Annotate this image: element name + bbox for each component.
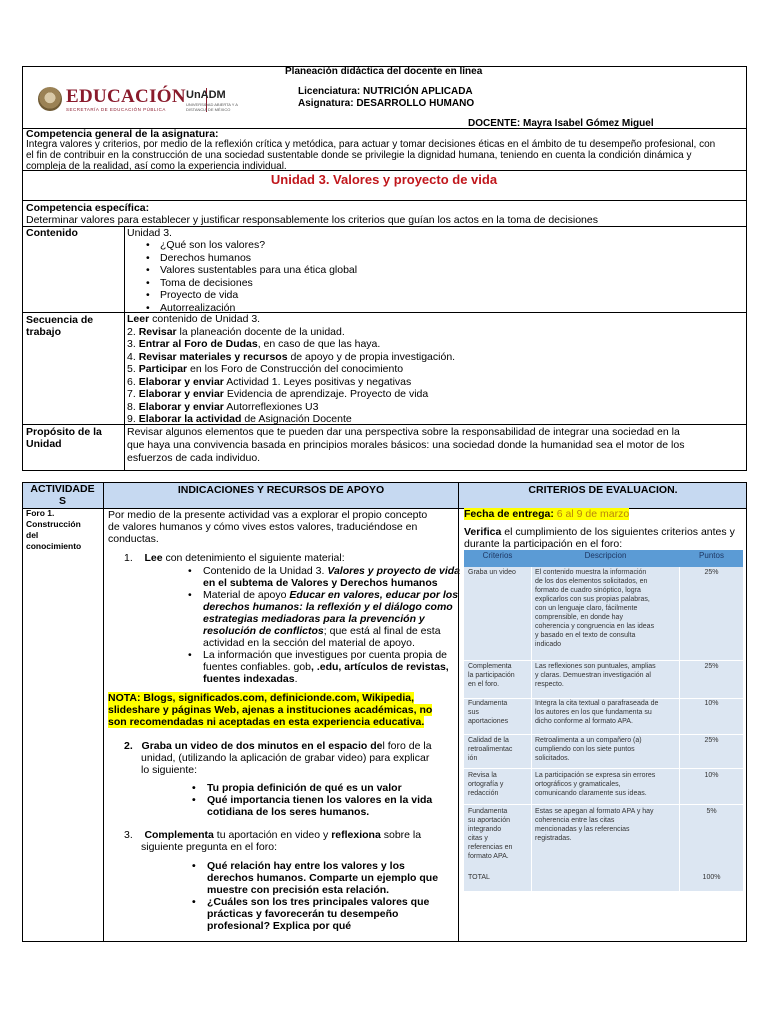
criteria-desc: respecto. xyxy=(535,681,564,688)
bullet-line: cotidiana de los seres humanos. xyxy=(207,806,370,818)
contenido-unit: Unidad 3. xyxy=(127,227,172,239)
step-text: tu aportación en video y xyxy=(213,829,332,841)
criteria-desc: y claras. Demuestran investigación al xyxy=(535,672,651,679)
criteria-points: 25% xyxy=(704,737,719,744)
foro-label: conocimiento xyxy=(26,541,82,551)
criteria-col-header: Criterios xyxy=(482,551,513,560)
step-bold: Graba un video de dos minutos en el espacio de xyxy=(141,740,383,752)
unadm-logo: UnADM xyxy=(186,89,226,101)
step-bold: Elaborar y enviar xyxy=(138,375,224,388)
step-text: de apoyo y de propia investigación. xyxy=(287,350,456,363)
intro-line: de valores humanos y cómo vives estos valores, traduciéndose en xyxy=(108,521,418,533)
col-header-actividades: S xyxy=(58,495,66,507)
foro-label: Foro 1. xyxy=(26,508,55,518)
bullet-dot: • xyxy=(192,794,196,806)
nota-line xyxy=(108,716,424,729)
criteria-col-header: Descripcion xyxy=(584,551,627,560)
nota-line xyxy=(108,704,432,717)
col-header-actividades: ACTIVIDADE xyxy=(30,483,95,495)
bullet-line: Qué importancia tienen los valores en la vida xyxy=(207,794,433,806)
criteria-points: 5% xyxy=(706,808,717,815)
criteria-cell: redacción xyxy=(468,790,499,797)
criteria-cell: referencias en xyxy=(468,844,513,851)
col-header-criterios: CRITERIOS DE EVALUACION. xyxy=(528,484,678,496)
text: resolución de conflictos xyxy=(203,625,324,637)
licenciatura: Licenciatura: NUTRICIÓN APLICADA xyxy=(298,86,473,97)
criteria-row-divider xyxy=(464,768,743,769)
step-num: 7. xyxy=(127,388,139,400)
step-num: 1. xyxy=(124,552,133,564)
bullet-line: derechos humanos: la reflexión y el diálogo como xyxy=(203,601,453,613)
criteria-cell: Fundamenta xyxy=(468,700,508,707)
bullet-line: estrategias mediadoras para la prevención y xyxy=(203,613,425,625)
step-text: l foro de la xyxy=(382,740,432,752)
bullet-dot: • xyxy=(188,589,192,601)
step-num: 8. xyxy=(127,400,139,413)
step-text: con detenimiento el siguiente material: xyxy=(162,552,345,564)
step3 xyxy=(124,829,421,842)
criteria-cell: Revisa la xyxy=(468,772,497,779)
step-text: sobre la xyxy=(380,829,422,841)
bullet-dot: • xyxy=(192,860,196,872)
text: son recomendadas ni aceptadas en esta experiencia educativa. xyxy=(108,716,425,728)
criteria-cell: Complementa xyxy=(468,663,512,670)
fecha-label: Fecha de entrega: xyxy=(464,508,554,520)
criteria-desc: indicado xyxy=(535,641,562,648)
text: Valores y proyecto de vida xyxy=(327,565,461,577)
step-text: Actividad 1. Leyes positivas y negativas xyxy=(223,375,412,388)
criteria-col-divider xyxy=(531,567,532,891)
criteria-cell: retroalimentac xyxy=(468,746,513,753)
criteria-desc: Integra la cita textual o parafraseada de xyxy=(535,700,659,707)
bullet-line: Tu propia definición de qué es un valor xyxy=(207,782,402,794)
criteria-points: 25% xyxy=(704,569,719,576)
criteria-desc: solicitados. xyxy=(535,755,570,762)
text: slideshare y páginas Web, ajenas a instituciones académicas, no xyxy=(108,704,433,716)
criteria-desc: coherencia y congruencia en las ideas xyxy=(535,623,655,630)
verifica-line: durante la participación en el foro: xyxy=(464,538,623,550)
text: Educar en valores, educar por los xyxy=(289,589,459,601)
step xyxy=(127,388,727,401)
proposito-label: Unidad xyxy=(26,438,62,450)
proposito-label: Propósito de la xyxy=(26,426,102,438)
text: Material de apoyo xyxy=(203,589,290,601)
step2-line: unidad, (utilizando la aplicación de grabar video) para explicar xyxy=(141,752,430,764)
step-text: Autorreflexiones U3 xyxy=(223,400,319,413)
criteria-col-divider xyxy=(679,567,680,891)
step-bold: Elaborar la actividad xyxy=(138,413,242,425)
text: el cumplimiento de los siguientes criterios antes y xyxy=(501,526,735,538)
criteria-desc: con un lenguaje claro, fácilmente xyxy=(535,605,638,612)
criteria-desc: Retroalimenta a un compañero (a) xyxy=(535,737,642,744)
bullet-dot: • xyxy=(192,896,196,908)
criteria-cell: ortografía y xyxy=(468,781,504,788)
bullet-line xyxy=(203,625,441,638)
list-item: • Proyecto de vida xyxy=(146,289,546,302)
text: , .edu, artículos de revistas, xyxy=(311,661,449,673)
step-bold: Lee xyxy=(144,552,163,564)
bullet-line: Qué relación hay entre los valores y los xyxy=(207,860,405,872)
mexico-seal-icon xyxy=(38,87,62,111)
step2-line: lo siguiente: xyxy=(141,764,198,776)
criteria-cell: su aportación xyxy=(468,817,511,824)
column-divider xyxy=(124,226,125,471)
proposito-line: esfuerzos de cada individuo. xyxy=(127,452,261,464)
step-bold: Leer xyxy=(127,313,150,325)
page-title: Planeación didáctica del docente en línea xyxy=(285,66,483,77)
proposito-line: Revisar algunos elementos que te pueden dar una perspectiva sobre la responsabilidad de integrar una sociedad en la xyxy=(127,426,680,438)
step xyxy=(127,363,727,376)
unit-title: Unidad 3. Valores y proyecto de vida xyxy=(270,172,498,187)
competencia-general-label: Competencia general de la asignatura: xyxy=(26,128,219,140)
divider xyxy=(22,200,747,201)
step xyxy=(127,338,727,351)
divider xyxy=(22,424,747,425)
criteria-desc: y basado en el texto de consulta xyxy=(535,632,636,639)
bullet-line: muestre con precisión esta relación. xyxy=(207,884,390,896)
text: . xyxy=(294,673,298,685)
bullet-line xyxy=(203,589,458,602)
criteria-desc: los autores en los que fundamenta su xyxy=(535,709,652,716)
step-num: 5. xyxy=(127,363,139,375)
criteria-cell: la participación xyxy=(468,672,515,679)
col-header-indicaciones: INDICACIONES Y RECURSOS DE APOYO xyxy=(177,484,385,496)
criteria-cell: Graba un video xyxy=(468,569,516,576)
column-divider xyxy=(103,482,104,942)
criteria-desc: Estas se apegan al formato APA y hay xyxy=(535,808,654,815)
logo-education-subtext: SECRETARÍA DE EDUCACIÓN PÚBLICA xyxy=(66,107,166,112)
step-bold: Revisar materiales y recursos xyxy=(138,350,288,363)
nota-line xyxy=(108,692,414,705)
fecha-value: 6 al 9 de marzo xyxy=(553,508,630,520)
step-bold: Elaborar y enviar xyxy=(138,400,224,413)
criteria-cell: aportaciones xyxy=(468,718,509,725)
competencia-general-line: el fin de contribuir en la construcción de una sociedad sustentable donde se privilegie la dignidad humana, teniendo en cuenta la condición dinámica y xyxy=(26,150,692,161)
criteria-desc: registradas. xyxy=(535,835,572,842)
step-text: contenido de Unidad 3. xyxy=(149,313,261,325)
step2 xyxy=(124,740,432,753)
step-bold: reflexiona xyxy=(331,829,381,841)
step-num: 2. xyxy=(127,325,139,338)
criteria-cell: formato APA. xyxy=(468,853,509,860)
foro-label: Construcción xyxy=(26,519,81,529)
bullet-line xyxy=(203,661,449,674)
text: NOTA: Blogs, significados.com, definicionde.com, Wikipedia, xyxy=(108,692,414,704)
step-text: , en caso de que las haya. xyxy=(257,338,381,350)
bullet-line: ¿Cuáles son los tres principales valores que xyxy=(207,896,430,908)
text: ; que está al final de esta xyxy=(323,625,441,637)
text: Verifica xyxy=(464,526,502,538)
divider xyxy=(22,170,747,171)
bullet-dot: • xyxy=(192,782,196,794)
criteria-points: 10% xyxy=(704,772,719,779)
step-num: 3. xyxy=(127,338,139,350)
bullet-line: en el subtema de Valores y Derechos humanos xyxy=(203,577,438,589)
step xyxy=(127,351,727,364)
bullet-line: La información que investigues por cuenta propia de xyxy=(203,649,447,661)
step-num: 2. xyxy=(124,740,133,752)
step-text: Evidencia de aprendizaje. Proyecto de vida xyxy=(223,388,429,400)
step-text: en los Foro de Construcción del conocimiento xyxy=(187,363,404,375)
docente: DOCENTE: Mayra Isabel Gómez Miguel xyxy=(468,118,654,129)
criteria-desc: cumpliendo con los siete puntos xyxy=(535,746,635,753)
step3-line: siguiente pregunta en el foro: xyxy=(141,841,278,853)
bullet-dot: • xyxy=(188,565,192,577)
bullet-dot: • xyxy=(188,649,192,661)
step1 xyxy=(124,552,345,565)
step-num: 3. xyxy=(124,829,133,841)
criteria-desc: Las reflexiones son puntuales, amplias xyxy=(535,663,656,670)
bullet-line: actividad en la sección del material de apoyo. xyxy=(203,637,415,649)
contenido-label: Contenido xyxy=(26,227,78,239)
criteria-cell: en el foro. xyxy=(468,681,500,688)
bullet-line xyxy=(203,565,460,578)
criteria-row-divider xyxy=(464,804,743,805)
list-item: • Autorrealización xyxy=(146,302,546,315)
foro-label: del xyxy=(26,530,39,540)
criteria-total-value: 100% xyxy=(702,874,721,881)
step-bold: Elaborar y enviar xyxy=(138,388,224,400)
step-num: 4. xyxy=(127,350,139,363)
step xyxy=(127,401,727,414)
asignatura: Asignatura: DESARROLLO HUMANO xyxy=(298,98,475,109)
secuencia-label: trabajo xyxy=(26,326,62,338)
step-text: de Asignación Docente xyxy=(241,413,352,425)
criteria-row-divider xyxy=(464,698,743,699)
list-item: • Toma de decisiones xyxy=(146,277,546,290)
step-bold: Entrar al Foro de Dudas xyxy=(138,338,258,350)
contenido-list xyxy=(146,239,546,314)
criteria-desc: de los dos elementos solicitados, en xyxy=(535,578,648,585)
bullet-line: derechos humanos. Comparte un ejemplo que xyxy=(207,872,439,884)
competencia-general-line: compleja de la realidad, así como la experiencia individual. xyxy=(26,161,287,172)
competencia-especifica-label: Competencia específica: xyxy=(26,202,150,214)
list-item: • ¿Qué son los valores? xyxy=(146,239,546,252)
criteria-cell: integrando xyxy=(468,826,502,833)
secuencia-steps xyxy=(127,313,727,426)
criteria-desc: dicho conforme al formato APA. xyxy=(535,718,633,725)
bullet-line xyxy=(203,673,298,686)
proposito-line: que haya una convivencia basada en principios morales básicos: una sociedad donde la humanidad sea el motor de los xyxy=(127,439,685,451)
criteria-cell: sus xyxy=(468,709,479,716)
criteria-desc: ortográficos y gramaticales, xyxy=(535,781,621,788)
criteria-total-label: TOTAL xyxy=(468,874,490,881)
column-divider xyxy=(458,482,459,942)
criteria-desc: El contenido muestra la información xyxy=(535,569,647,576)
step-bold: Complementa xyxy=(144,829,214,841)
text: fuentes indexadas xyxy=(203,673,295,685)
text: fuentes confiables. gob xyxy=(203,661,311,673)
criteria-points: 10% xyxy=(704,700,719,707)
competencia-general-line: Integra valores y criterios, por medio de la reflexión crítica y metódica, para actuar y tomar decisiones éticas en el ámbito de tu desempeño profesional, con xyxy=(26,139,716,150)
criteria-cell: Fundamenta xyxy=(468,808,508,815)
criteria-desc: La participación se expresa sin errores xyxy=(535,772,656,779)
bullet-line: profesional? Explica por qué xyxy=(207,920,352,932)
competencia-especifica-text: Determinar valores para establecer y justificar responsablemente los criterios que guían los actos en la toma de decisiones xyxy=(26,214,598,226)
intro-line: conductas. xyxy=(108,533,159,545)
verifica-line xyxy=(464,526,735,539)
unadm-logo-subtext: UNIVERSIDAD ABIERTA Y A DISTANCIA DE MÉXICO xyxy=(186,102,238,112)
step-num: 6. xyxy=(127,375,139,388)
criteria-cell: ión xyxy=(468,755,478,762)
step-text: la planeación docente de la unidad. xyxy=(176,325,345,338)
intro-line: Por medio de la presente actividad vas a explorar el propio concepto xyxy=(108,509,428,521)
step-bold: Participar xyxy=(138,363,188,375)
step xyxy=(127,313,727,326)
criteria-row-divider xyxy=(464,734,743,735)
secuencia-label: Secuencia de xyxy=(26,314,94,326)
criteria-desc: comunicando claramente sus ideas. xyxy=(535,790,647,797)
fecha-entrega xyxy=(464,508,629,521)
step xyxy=(127,326,727,339)
criteria-col-header: Puntos xyxy=(699,551,724,560)
list-item: • Derechos humanos xyxy=(146,252,546,265)
list-item: • Valores sustentables para una ética global xyxy=(146,264,546,277)
criteria-desc: coherencia entre las citas xyxy=(535,817,615,824)
criteria-desc: mencionadas y las referencias xyxy=(535,826,630,833)
bullet-line: prácticas y favorecerán tu desempeño xyxy=(207,908,399,920)
criteria-desc: formato de cuadro sinóptico, logra xyxy=(535,587,641,594)
criteria-row-divider xyxy=(464,660,743,661)
criteria-cell: citas y xyxy=(468,835,488,842)
step xyxy=(127,376,727,389)
step-num: 9. xyxy=(127,413,139,425)
text: Contenido de la Unidad 3. xyxy=(203,565,328,577)
criteria-desc: comprensible, en donde hay xyxy=(535,614,623,621)
logo-education-text: EDUCACIÓN xyxy=(66,86,186,107)
criteria-cell: Calidad de la xyxy=(468,737,509,744)
criteria-points: 25% xyxy=(704,663,719,670)
criteria-desc: explicarlos con sus propias palabras, xyxy=(535,596,650,603)
step-bold: Revisar xyxy=(138,325,177,338)
